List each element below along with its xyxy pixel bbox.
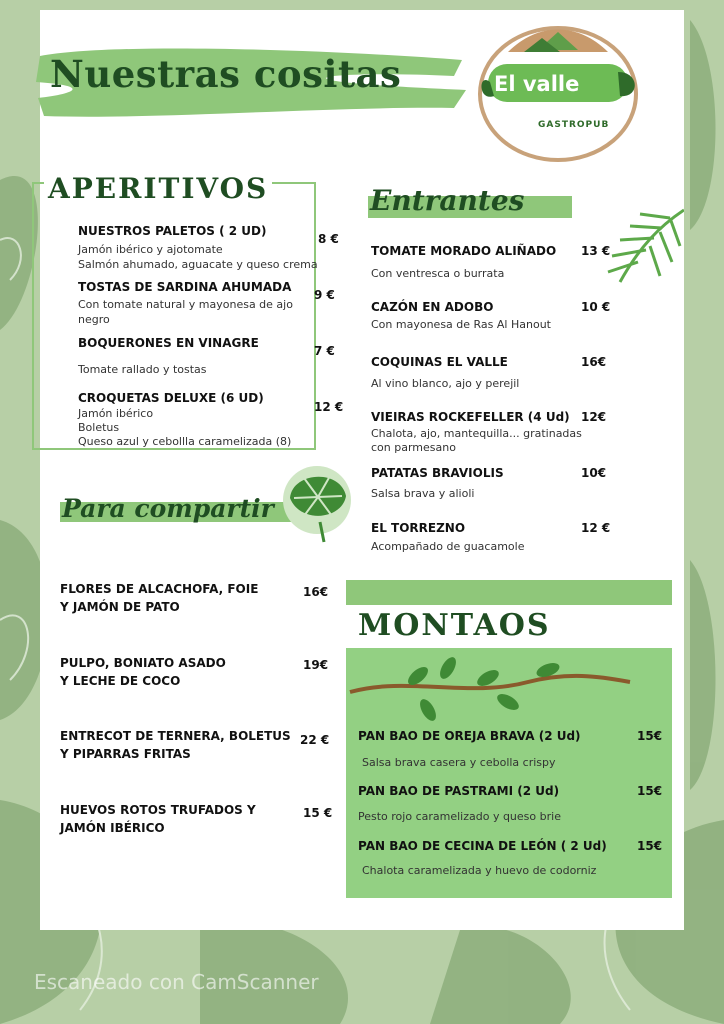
entrante-name: EL TORREZNO — [371, 521, 466, 535]
aperitivo-desc: negro — [78, 313, 110, 326]
compartir-name: ENTRECOT DE TERNERA, BOLETUS — [60, 729, 291, 743]
entrante-desc: Chalota, ajo, mantequilla... gratinadas — [371, 427, 582, 440]
entrante-desc: Al vino blanco, ajo y perejil — [371, 377, 520, 390]
montaos-title: MONTAOS — [358, 608, 551, 643]
compartir-price: 22 € — [300, 733, 330, 747]
logo-name: El valle — [494, 72, 580, 96]
entrantes-title: Entrantes — [370, 184, 525, 217]
entrante-desc: Acompañado de guacamole — [371, 540, 525, 553]
entrante-name: CAZÓN EN ADOBO — [371, 300, 494, 314]
aperitivo-desc: Boletus — [78, 421, 120, 434]
aperitivo-desc: Con tomate natural y mayonesa de ajo — [78, 298, 293, 311]
entrante-price: 12€ — [581, 410, 607, 424]
compartir-name: JAMÓN IBÉRICO — [60, 821, 165, 835]
entrante-desc: Con mayonesa de Ras Al Hanout — [371, 318, 551, 331]
compartir-price: 16€ — [303, 585, 329, 599]
entrante-name: TOMATE MORADO ALIÑADO — [371, 244, 557, 258]
montao-desc: Pesto rojo caramelizado y queso brie — [358, 810, 561, 823]
compartir-title: Para compartir — [62, 494, 274, 523]
aperitivo-desc: Queso azul y cebollla caramelizada (8) — [78, 435, 292, 448]
compartir-name: Y PIPARRAS FRITAS — [60, 747, 191, 761]
montao-desc: Chalota caramelizada y huevo de codorniz — [362, 864, 597, 877]
aperitivo-price: 12 € — [314, 400, 344, 414]
montaos-top-bar — [346, 580, 672, 605]
entrante-price: 12 € — [581, 521, 611, 535]
compartir-name: HUEVOS ROTOS TRUFADOS Y — [60, 803, 256, 817]
montao-price: 15€ — [637, 729, 663, 743]
montao-name: PAN BAO DE CECINA DE LEÓN ( 2 Ud) — [358, 839, 607, 853]
montao-name: PAN BAO DE OREJA BRAVA (2 Ud) — [358, 729, 581, 743]
montao-price: 15€ — [637, 839, 663, 853]
vine-branch-icon — [348, 652, 632, 724]
scanner-watermark: Escaneado con CamScanner — [34, 970, 319, 994]
entrante-desc: Con ventresca o burrata — [371, 267, 505, 280]
monstera-leaf-icon — [280, 462, 354, 544]
entrante-name: VIEIRAS ROCKEFELLER (4 Ud) — [371, 410, 570, 424]
aperitivo-name: TOSTAS DE SARDINA AHUMADA — [78, 280, 292, 294]
compartir-price: 15 € — [303, 806, 333, 820]
page-title: Nuestras cositas — [50, 52, 402, 96]
compartir-name: FLORES DE ALCACHOFA, FOIE — [60, 582, 259, 596]
compartir-name: Y JAMÓN DE PATO — [60, 600, 180, 614]
compartir-name: PULPO, BONIATO ASADO — [60, 656, 226, 670]
entrante-price: 16€ — [581, 355, 607, 369]
aperitivo-desc: Jamón ibérico y ajotomate — [78, 243, 223, 256]
entrante-desc: con parmesano — [371, 441, 456, 454]
compartir-name: Y LECHE DE COCO — [60, 674, 181, 688]
montao-price: 15€ — [637, 784, 663, 798]
montao-desc: Salsa brava casera y cebolla crispy — [362, 756, 556, 769]
aperitivo-price: 8 € — [318, 232, 339, 246]
aperitivo-desc: Tomate rallado y tostas — [78, 363, 207, 376]
aperitivo-name: CROQUETAS DELUXE (6 UD) — [78, 391, 264, 405]
aperitivo-name: NUESTROS PALETOS ( 2 UD) — [78, 224, 267, 238]
palm-leaf-icon — [600, 206, 684, 286]
entrante-price: 13 € — [581, 244, 611, 258]
aperitivos-title: APERITIVOS — [44, 172, 272, 205]
compartir-price: 19€ — [303, 658, 329, 672]
entrante-price: 10€ — [581, 466, 607, 480]
aperitivo-desc: Salmón ahumado, aguacate y queso crema — [78, 258, 318, 271]
entrante-name: COQUINAS EL VALLE — [371, 355, 508, 369]
entrante-desc: Salsa brava y alioli — [371, 487, 475, 500]
aperitivo-name: BOQUERONES EN VINAGRE — [78, 336, 259, 350]
aperitivo-price: 9 € — [314, 288, 335, 302]
entrante-name: PATATAS BRAVIOLIS — [371, 466, 504, 480]
logo-subtitle: GASTROPUB — [538, 120, 610, 130]
aperitivos-box — [32, 182, 316, 450]
aperitivo-desc: Jamón ibérico — [78, 407, 154, 420]
entrante-price: 10 € — [581, 300, 611, 314]
aperitivo-price: 7 € — [314, 344, 335, 358]
montao-name: PAN BAO DE PASTRAMI (2 Ud) — [358, 784, 560, 798]
